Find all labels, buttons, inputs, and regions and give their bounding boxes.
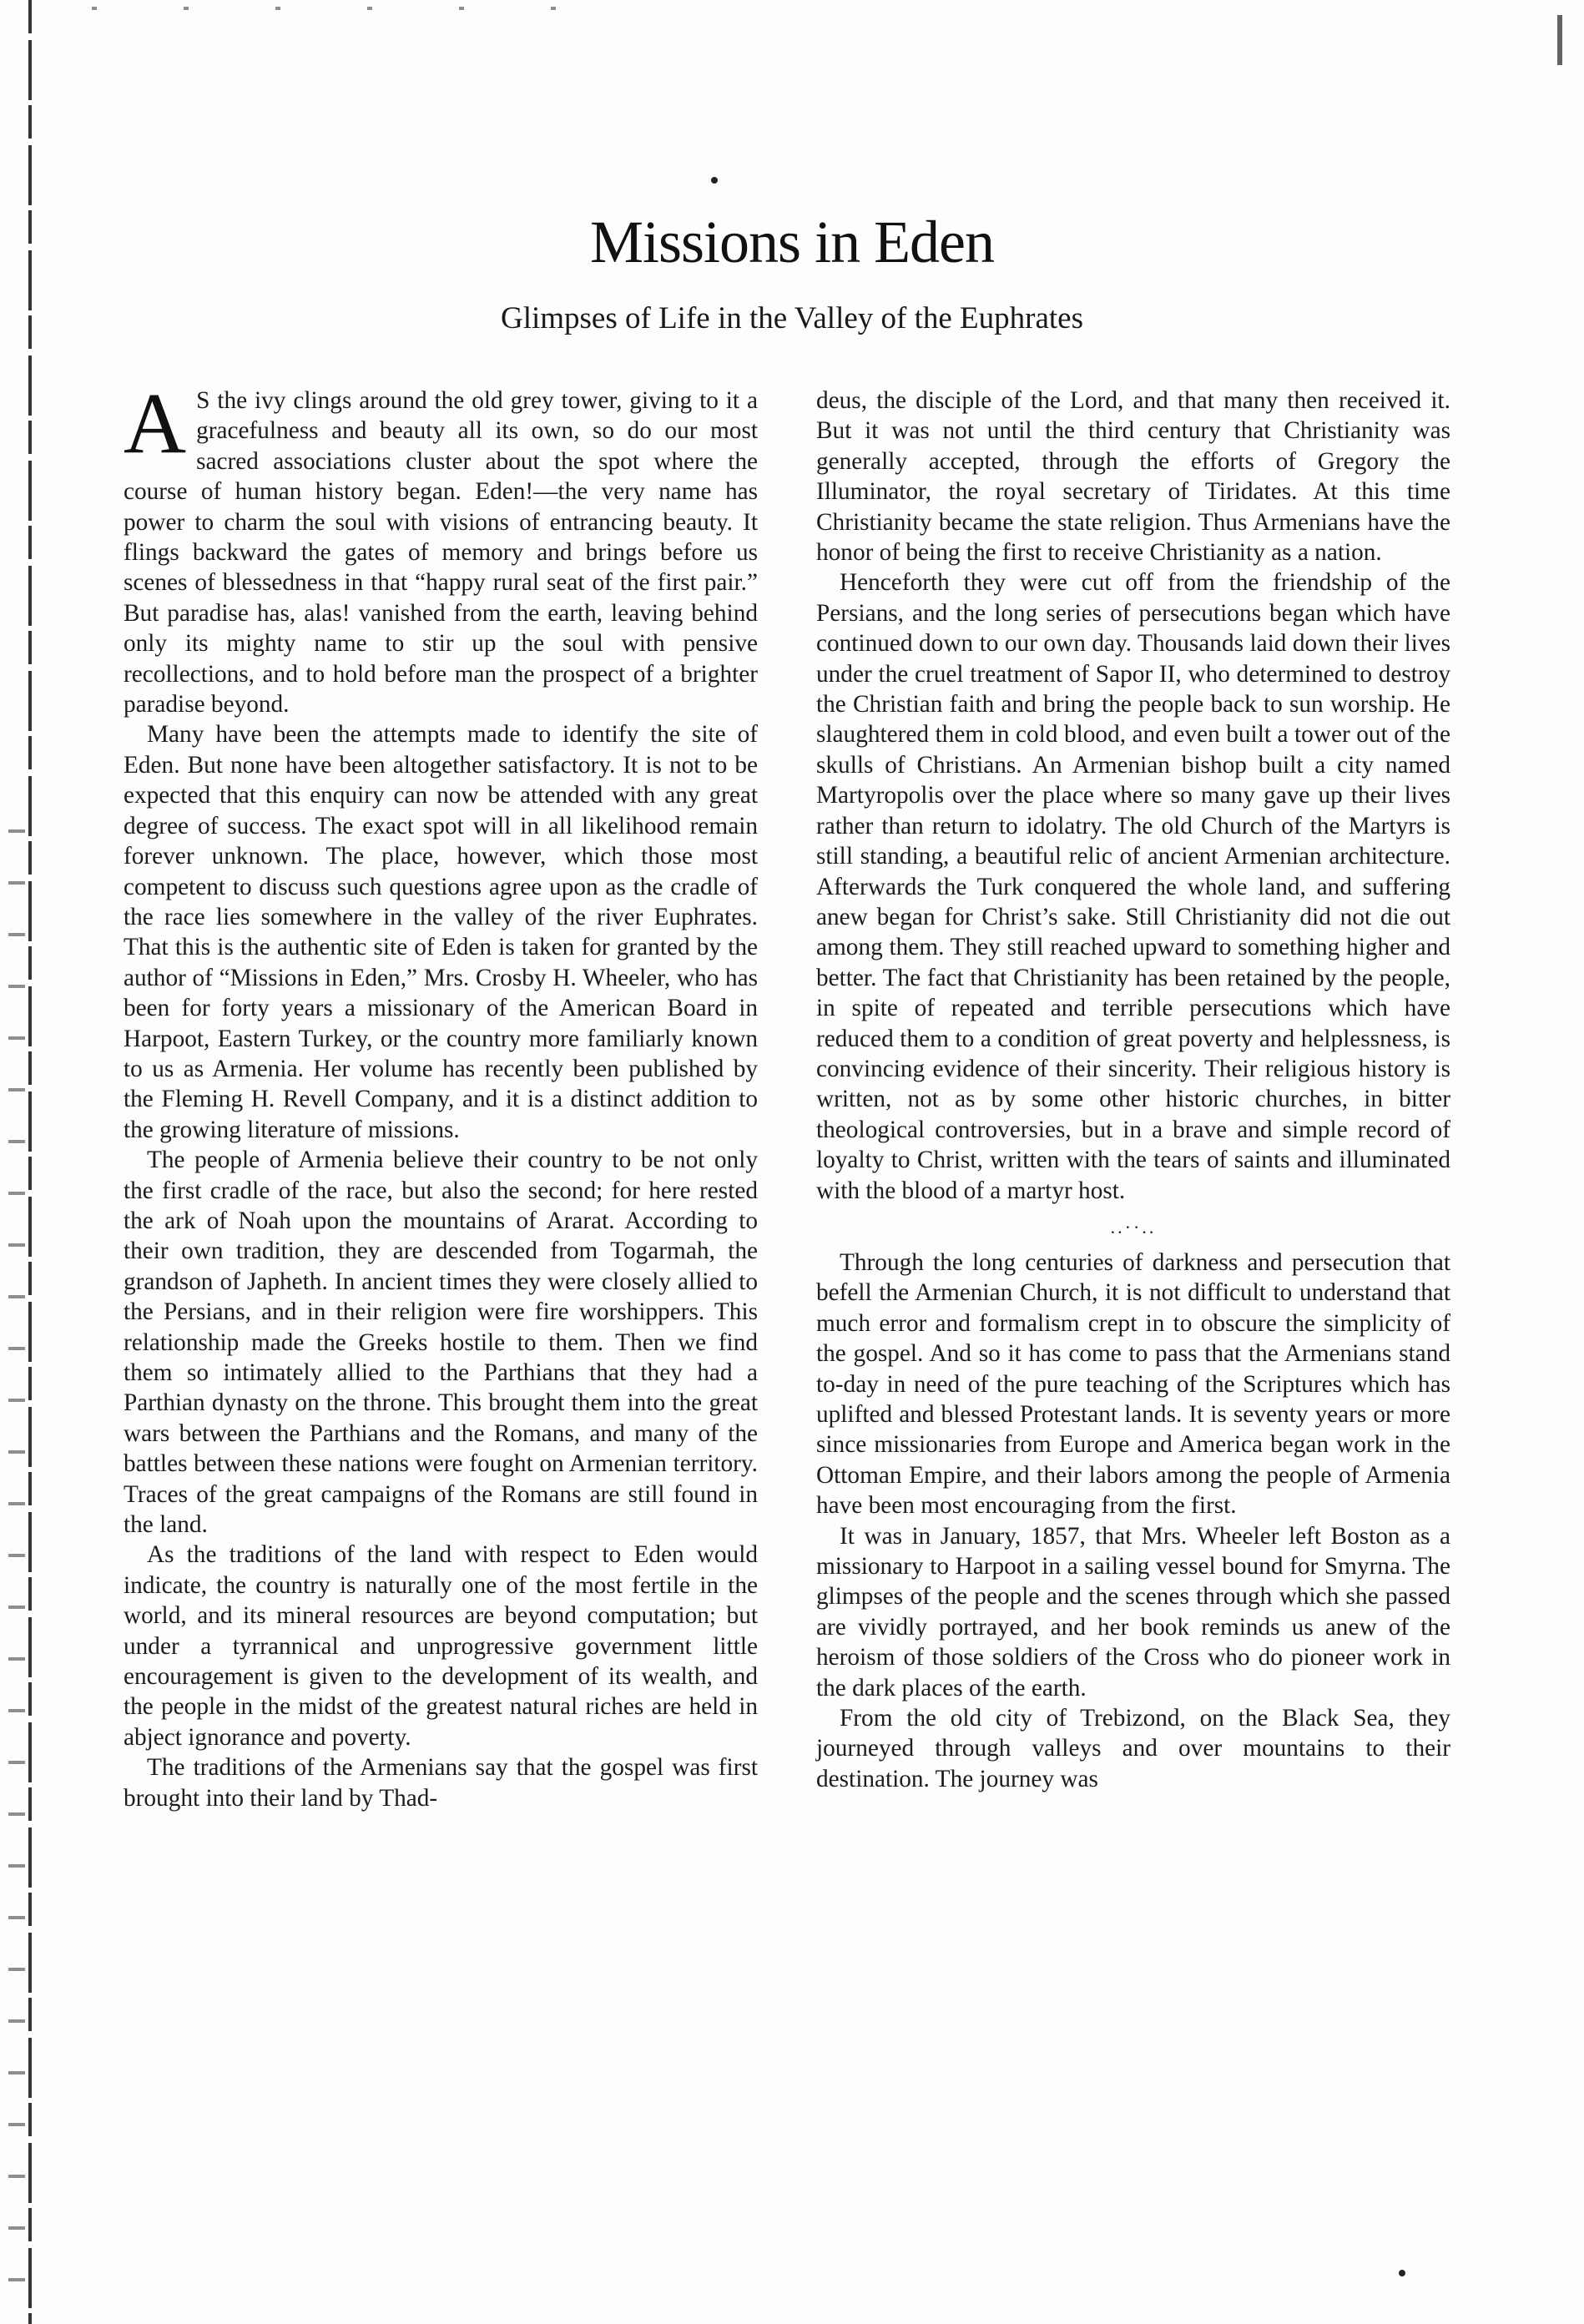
right-edge-mark [1557, 15, 1562, 65]
paragraph: It was in January, 1857, that Mrs. Wheeler left Boston as a missionary to Harpoot in a sailing vessel bound for Smyrna. The glimpses of the people and the scenes through which she passed are vividly portrayed, and her book reminds us anew of the heroism of those soldiers of the Cross who do pioneer work in the dark places of the earth. [816, 1522, 1450, 1701]
drop-cap: A [124, 376, 187, 471]
paragraph: As the traditions of the land with respect to Eden would indicate, the country is naturally one of the most fertile in the world, and its mineral resources are beyond computation; but under a tyrrannical and unprogressive government little encouragement is given to the development of its wealth, and the people in the midst of the greatest natural riches are held in abject ignorance and poverty. [124, 1541, 758, 1751]
article-subtitle: Glimpses of Life in the Valley of the Euphrates [500, 301, 1084, 335]
paragraph: Henceforth they were cut off from the friendship of the Persians, and the long series of persecutions began which have continued down to our own day. Thousands laid down their lives under the cruel treatment of Sapor II, who determined to destroy the Christian faith and bring the people back to sun worship. He slaughtered them in cold blood, and even built a tower out of the skulls of Christians. An Armenian bishop built a city named Martyropolis over the place where so many gave up their lives rather than return to idolatry. The old Church of the Martyrs is still standing, a beautiful relic of ancient Armenian architecture. Afterwards the Turk conquered the whole land, and suffering anew began for Christ’s sake. Still Christianity did not die out among them. They still reached upward to something higher and better. The fact that Christianity has been retained by the people, in spite of repeated and terrible persecutions which have reduced them to a condition of great poverty and helplessness, is convincing evidence of their sincerity. Their religious history is written, not as by some other historic churches, in bitter theological controversies, but in a brave and simple record of loyalty to Christ, written with the tears of saints and illuminated with the blood of a martyr host. [816, 569, 1450, 1204]
margin-speckle [8, 801, 25, 2286]
printer-dot [711, 177, 718, 184]
paragraph: Many have been the attempts made to identify the site of Eden. But none have been altogether satisfactory. It is not to be expected that this enquiry can now be attended with any great degree of success. The exact spot will in all likelihood remain forever unknown. The place, however, which those most competent to discuss such questions agree upon as the cradle of the race lies somewhere in the valley of the river Euphrates. That this is the authentic site of Eden is taken for granted by the author of “Missions in Eden,” Mrs. Crosby H. Wheeler, who has been for forty years a missionary of the American Board in Harpoot, Eastern Turkey, or the country more familiarly known to us as Armenia. Her volume has recently been published by the Fleming H. Revell Company, and it is a distinct addition to the growing literature of missions. [124, 721, 758, 1143]
top-speckle [33, 7, 568, 10]
paragraph: The traditions of the Armenians say that the gospel was first brought into their land by Thad- [124, 1754, 758, 1812]
paragraph: Through the long centuries of darkness and persecution that befell the Armenian Church, it is not difficult to understand that much error and formalism crept in to obscure the simplicity of the gospel. And so it has come to pass that the Armenians stand to-day in need of the pure teaching of the Scriptures which has uplifted and blessed Protestant lands. It is seventy years or more since missionaries from Europe and America began work in the Ottoman Empire, and their labors among the people of Armenia have been most encouraging from the first. [816, 1248, 1450, 1520]
right-column [816, 386, 1450, 1794]
left-column [124, 376, 758, 1813]
paragraph: The people of Armenia believe their country to be not only the first cradle of the race, but also the second; for here rested the ark of Noah upon the mountains of Ararat. According to their own tradition, they are descended from Togarmah, the grandson of Japheth. In ancient times they were closely allied to the Persians, and in their religion were fire worshippers. This relationship made the Greeks hostile to them. Then we find them so intimately allied to the Parthians that they had a Parthian dynasty on the throne. This brought them into the great wars between the Parthians and the Romans, and many of the battles between these nations were fought on Armenian territory. Traces of the great campaigns of the Romans are still found in the land. [124, 1147, 758, 1539]
paragraph [124, 376, 758, 719]
article-title: Missions in Eden [589, 209, 995, 275]
paragraph-text: S the ivy clings around the old grey tower, giving to it a gracefulness and beauty all its own, so do our most sacred associations cluster about the spot where the course of human history began. Eden!—the very name has power to charm the soul with visions of entrancing beauty. It flings backward the gates of memory and brings before us scenes of blessedness in that “happy rural seat of the first pair.” But paradise has, alas! vanished from the earth, leaving behind only its mighty name to stir up the soul with pensive recollections, and to hold before man the prospect of a brighter paradise beyond. [124, 387, 758, 718]
printer-dot [1399, 2270, 1405, 2276]
binding-edge [28, 0, 32, 2324]
paragraph: deus, the disciple of the Lord, and that many then received it. But it was not until the third century that Christianity was generally accepted, through the efforts of Gregory the Illuminator, the royal secretary of Tiridates. At this time Christianity became the state religion. Thus Armenians have the honor of being the first to receive Christianity as a nation. [816, 387, 1450, 567]
paragraph: From the old city of Trebizond, on the Black Sea, they journeyed through valleys and over mountains to their destination. The journey was [816, 1705, 1450, 1792]
section-ornament: ..··.. [1110, 1216, 1157, 1238]
